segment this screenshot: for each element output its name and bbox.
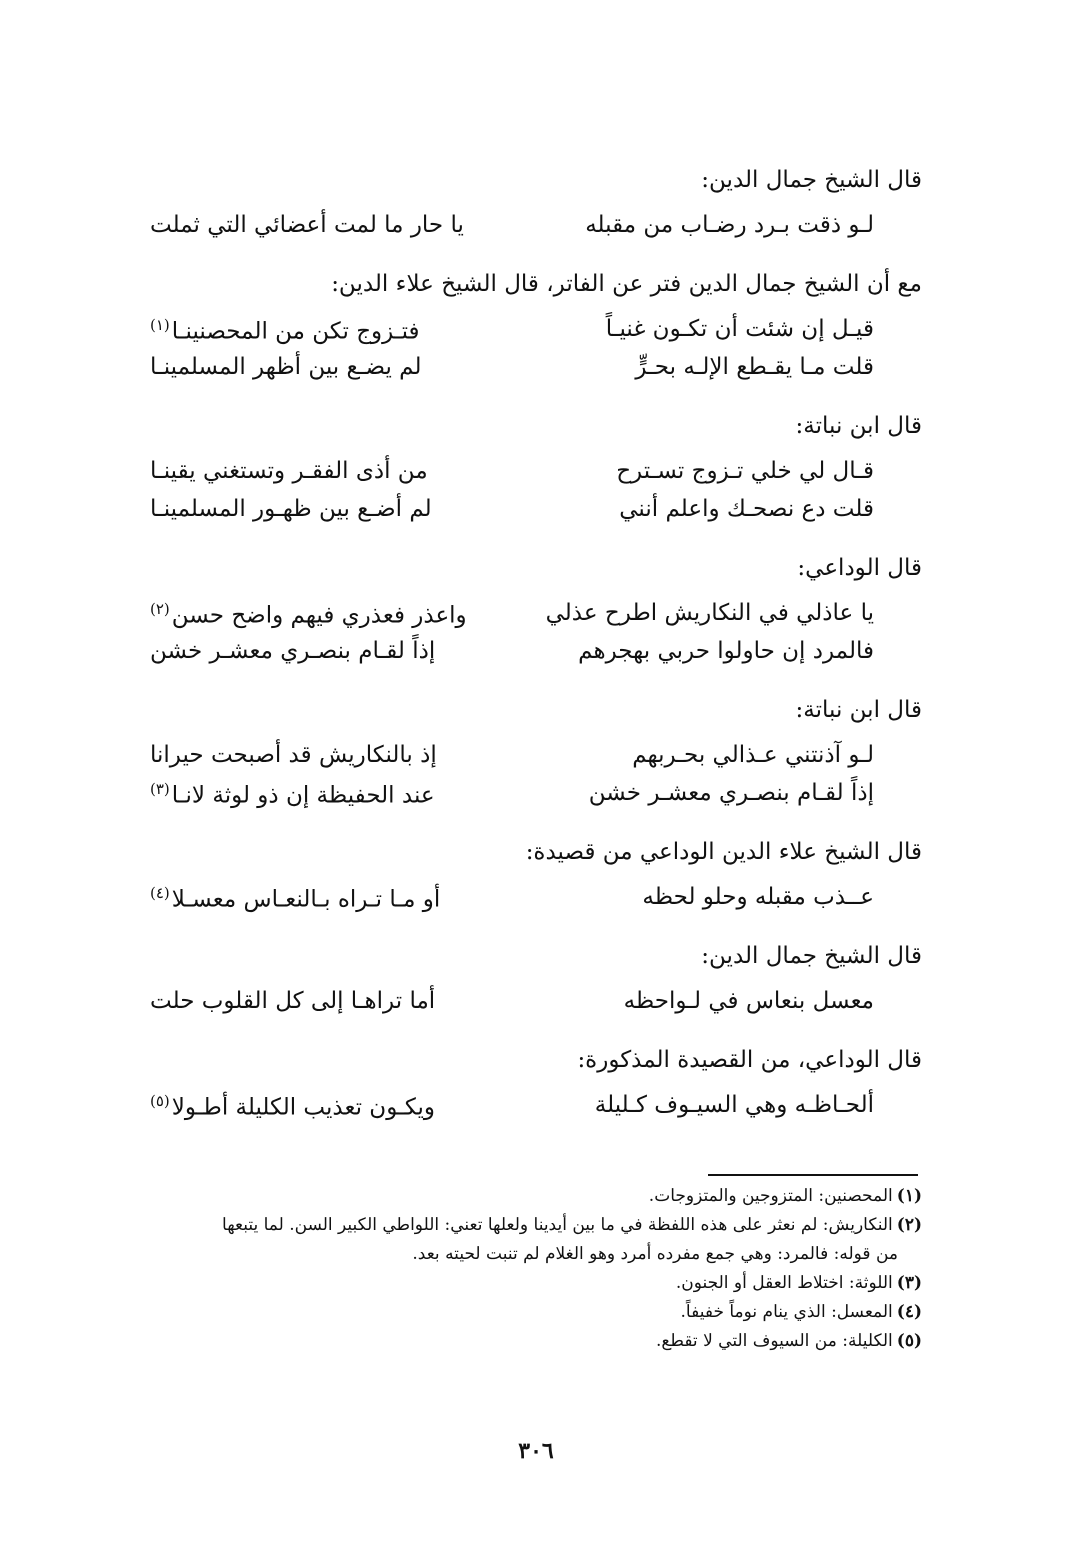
footnote-text: المحصنين: المتزوجين والمتزوجات.	[648, 1186, 893, 1206]
poem-block	[150, 936, 922, 1026]
footnote-continuation: من قوله: فالمرد: وهي جمع مفرده أمرد وهو الغلام لم تنبت لحيته بعد.	[412, 1244, 898, 1264]
verse-line	[150, 316, 922, 354]
footnote-text: النكاريش: لم نعثر على هذه اللفظة في ما بين أيدينا ولعلها تعني: اللواطي الكبير السن. لما يتبعها	[222, 1215, 893, 1235]
verse-second-hemistich	[150, 496, 432, 522]
verse-second-hemistich	[150, 354, 421, 380]
footnote	[100, 1211, 922, 1269]
verse-second-hemistich	[150, 742, 437, 768]
footnote-reference[interactable]: (٥)	[150, 1092, 170, 1110]
hemistich-text: من أذى الفقـر وتستغني يقينـا	[150, 458, 428, 484]
attribution-line: قال ابن نباتة:	[795, 413, 922, 439]
attribution-line: قال الشيخ جمال الدين:	[701, 943, 922, 969]
footnote	[100, 1269, 922, 1298]
footnote	[100, 1182, 922, 1211]
verse-first-hemistich: قلت دع نصحـك واعلم أنني	[619, 496, 874, 522]
hemistich-text: أما تراهـا إلى كل القلوب حلت	[150, 988, 436, 1014]
footnote-text: الكليلة: من السيوف التي لا تقطع.	[655, 1331, 893, 1351]
verse-first-hemistich: ألحـاظـه وهي السيـوف كـليلة	[594, 1092, 874, 1118]
poem-block	[150, 832, 922, 922]
stanza	[150, 458, 922, 534]
verse-second-hemistich	[150, 600, 467, 629]
verse-second-hemistich	[150, 212, 464, 238]
verse-line	[150, 496, 922, 534]
stanza	[150, 212, 922, 250]
footnote-number: (٣)	[896, 1273, 922, 1293]
page-number: ٣٠٦	[518, 1438, 554, 1464]
footnote-reference[interactable]: (٢)	[150, 600, 170, 618]
footnote-number: (١)	[896, 1186, 922, 1206]
footnote-number: (٢)	[896, 1215, 922, 1235]
footnotes	[100, 1182, 922, 1356]
verse-line	[150, 212, 922, 250]
hemistich-text: فتـزوج تكن من المحصنينـا	[171, 318, 420, 345]
attribution-line: قال الوداعي، من القصيدة المذكورة:	[577, 1047, 922, 1073]
verse-first-hemistich: فالمرد إن حاولوا حربي بهجرهم	[578, 638, 874, 664]
verse-second-hemistich	[150, 458, 428, 484]
verse-line	[150, 638, 922, 676]
poem-block	[150, 264, 922, 392]
stanza	[150, 600, 922, 676]
verse-line	[150, 742, 922, 780]
footnote-text: اللوثة: اختلاط العقل أو الجنون.	[675, 1273, 893, 1293]
verse-first-hemistich: يا عاذلي في النكاريش اطرح عذلي	[545, 600, 874, 626]
poetry-content	[150, 160, 922, 1144]
footnote-text: المعسل: الذي ينام نوماً خفيفاً.	[680, 1302, 893, 1322]
verse-first-hemistich: قـال لي خلي تـزوج تسـترح	[616, 458, 874, 484]
footnote-separator	[708, 1174, 918, 1176]
verse-first-hemistich: لـو ذقت بـرد رضـاب من مقبله	[585, 212, 874, 238]
verse-second-hemistich	[150, 884, 440, 913]
verse-first-hemistich: معسل بنعاس في لـواحظه	[623, 988, 874, 1014]
verse-first-hemistich: قلت مـا يقـطع الإلـه بحـرٍّ	[635, 354, 874, 380]
verse-second-hemistich	[150, 988, 435, 1014]
hemistich-text: عند الحفيظة إن ذو لوثة لانـا	[171, 782, 435, 809]
hemistich-text: لم يضـع بين أظهر المسلمينـا	[150, 354, 422, 380]
footnote-reference[interactable]: (٣)	[150, 780, 170, 798]
hemistich-text: لم أضـع بين ظهـور المسلمينـا	[150, 496, 432, 522]
attribution-line: قال ابن نباتة:	[795, 697, 922, 723]
poem-block	[150, 1040, 922, 1130]
verse-second-hemistich	[150, 638, 435, 664]
footnote-number: (٤)	[896, 1302, 922, 1322]
hemistich-text: يا حار ما لمت أعضائي التي ثملت	[150, 212, 464, 238]
hemistich-text: واعذر فعذري فيهم واضح حسن	[171, 602, 467, 629]
verse-line	[150, 780, 922, 818]
verse-second-hemistich	[150, 1092, 435, 1121]
footnote-reference[interactable]: (٤)	[150, 884, 170, 902]
footnote	[100, 1298, 922, 1327]
verse-line	[150, 1092, 922, 1130]
attribution-line: قال الوداعي:	[797, 555, 922, 581]
poem-block	[150, 548, 922, 676]
verse-first-hemistich: لـو آذنتني عـذالي بحـربهم	[632, 742, 874, 768]
stanza	[150, 884, 922, 922]
poem-block	[150, 160, 922, 250]
stanza	[150, 1092, 922, 1130]
footnote	[100, 1327, 922, 1356]
attribution-line: قال الشيخ علاء الدين الوداعي من قصيدة:	[525, 839, 922, 865]
stanza	[150, 988, 922, 1026]
hemistich-text: إذاً لقـام بنصـري معشـر خشن	[150, 638, 436, 664]
footnote-number: (٥)	[896, 1331, 922, 1351]
verse-line	[150, 458, 922, 496]
verse-line	[150, 988, 922, 1026]
footnote-reference[interactable]: (١)	[150, 316, 170, 334]
verse-line	[150, 354, 922, 392]
poem-block	[150, 690, 922, 818]
verse-first-hemistich: قيـل إن شئت أن تكـون غنيـاً	[605, 316, 874, 342]
hemistich-text: إذ بالنكاريش قد أصبحت حيرانا	[150, 742, 437, 768]
verse-first-hemistich: عــذب مقبله وحلو لحظه	[642, 884, 874, 910]
verse-line	[150, 600, 922, 638]
hemistich-text: ويكـون تعذيب الكليلة أطـولا	[171, 1094, 436, 1121]
hemistich-text: أو مـا تـراه بـالنعـاس معسـلا	[171, 886, 441, 913]
stanza	[150, 742, 922, 818]
verse-second-hemistich	[150, 316, 420, 345]
poem-block	[150, 406, 922, 534]
verse-line	[150, 884, 922, 922]
attribution-line: قال الشيخ جمال الدين:	[701, 167, 922, 193]
verse-second-hemistich	[150, 780, 435, 809]
stanza	[150, 316, 922, 392]
verse-first-hemistich: إذاً لقـام بنصـري معشـر خشن	[588, 780, 874, 806]
attribution-line: مع أن الشيخ جمال الدين فتر عن الفاتر، قال الشيخ علاء الدين:	[331, 271, 922, 297]
